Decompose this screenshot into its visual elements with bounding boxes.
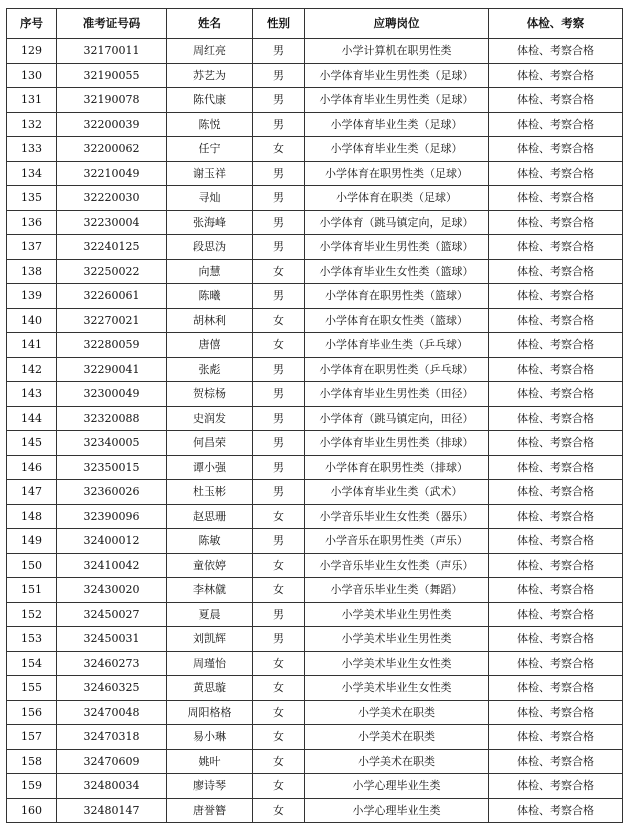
cell-gender: 男: [253, 88, 305, 113]
cell-position: 小学美术在职类: [305, 700, 489, 725]
cell-exam-number: 32470318: [57, 725, 167, 750]
cell-position: 小学体育在职男性类（排球）: [305, 455, 489, 480]
cell-serial: 135: [7, 186, 57, 211]
cell-position: 小学体育毕业生男性类（排球）: [305, 431, 489, 456]
cell-exam-number: 32170011: [57, 39, 167, 64]
cell-exam-number: 32200039: [57, 112, 167, 137]
cell-gender: 女: [253, 259, 305, 284]
cell-gender: 女: [253, 333, 305, 358]
cell-gender: 女: [253, 676, 305, 701]
cell-position: 小学计算机在职男性类: [305, 39, 489, 64]
cell-serial: 154: [7, 651, 57, 676]
cell-result: 体检、考察合格: [489, 210, 623, 235]
cell-result: 体检、考察合格: [489, 504, 623, 529]
cell-serial: 150: [7, 553, 57, 578]
cell-gender: 男: [253, 39, 305, 64]
cell-name: 李林僦: [167, 578, 253, 603]
table-row: [7, 39, 623, 64]
cell-exam-number: 32430020: [57, 578, 167, 603]
cell-gender: 男: [253, 455, 305, 480]
cell-gender: 女: [253, 137, 305, 162]
cell-gender: 男: [253, 235, 305, 260]
cell-exam-number: 32210049: [57, 161, 167, 186]
cell-name: 苏艺为: [167, 63, 253, 88]
cell-result: 体检、考察合格: [489, 553, 623, 578]
cell-exam-number: 32300049: [57, 382, 167, 407]
table-row: [7, 357, 623, 382]
header-name: 姓名: [167, 9, 253, 39]
cell-name: 陈代康: [167, 88, 253, 113]
cell-exam-number: 32320088: [57, 406, 167, 431]
cell-exam-number: 32480034: [57, 774, 167, 799]
table-row: [7, 749, 623, 774]
cell-result: 体检、考察合格: [489, 112, 623, 137]
header-result: 体检、考察: [489, 9, 623, 39]
cell-name: 张海峰: [167, 210, 253, 235]
header-position: 应聘岗位: [305, 9, 489, 39]
cell-result: 体检、考察合格: [489, 676, 623, 701]
cell-gender: 男: [253, 480, 305, 505]
cell-serial: 129: [7, 39, 57, 64]
cell-position: 小学体育毕业生男性类（田径）: [305, 382, 489, 407]
cell-name: 向慧: [167, 259, 253, 284]
cell-position: 小学音乐毕业生女性类（器乐）: [305, 504, 489, 529]
cell-position: 小学美术毕业生男性类: [305, 602, 489, 627]
cell-exam-number: 32480147: [57, 798, 167, 823]
table-row: [7, 455, 623, 480]
cell-name: 黄思璇: [167, 676, 253, 701]
cell-name: 唐誉簪: [167, 798, 253, 823]
cell-name: 谭小强: [167, 455, 253, 480]
cell-result: 体检、考察合格: [489, 431, 623, 456]
table-row: [7, 431, 623, 456]
cell-exam-number: 32280059: [57, 333, 167, 358]
table-row: [7, 284, 623, 309]
cell-name: 姚叶: [167, 749, 253, 774]
cell-name: 赵思珊: [167, 504, 253, 529]
cell-exam-number: 32350015: [57, 455, 167, 480]
cell-result: 体检、考察合格: [489, 602, 623, 627]
cell-result: 体检、考察合格: [489, 406, 623, 431]
cell-gender: 女: [253, 700, 305, 725]
cell-result: 体检、考察合格: [489, 235, 623, 260]
cell-name: 寻灿: [167, 186, 253, 211]
cell-position: 小学美术毕业生男性类: [305, 627, 489, 652]
cell-serial: 145: [7, 431, 57, 456]
table-header: [7, 9, 623, 39]
cell-serial: 142: [7, 357, 57, 382]
header-row: [7, 9, 623, 39]
cell-gender: 女: [253, 749, 305, 774]
cell-name: 童依婷: [167, 553, 253, 578]
cell-exam-number: 32390096: [57, 504, 167, 529]
cell-serial: 151: [7, 578, 57, 603]
cell-serial: 138: [7, 259, 57, 284]
table-row: [7, 88, 623, 113]
table-row: [7, 700, 623, 725]
cell-result: 体检、考察合格: [489, 88, 623, 113]
cell-result: 体检、考察合格: [489, 749, 623, 774]
cell-position: 小学体育毕业生男性类（足球）: [305, 63, 489, 88]
results-table: [6, 8, 623, 823]
cell-exam-number: 32470609: [57, 749, 167, 774]
cell-gender: 女: [253, 798, 305, 823]
cell-result: 体检、考察合格: [489, 480, 623, 505]
cell-result: 体检、考察合格: [489, 308, 623, 333]
cell-serial: 134: [7, 161, 57, 186]
table-row: [7, 333, 623, 358]
cell-position: 小学体育在职类（足球）: [305, 186, 489, 211]
cell-result: 体检、考察合格: [489, 725, 623, 750]
header-exam-number: 准考证号码: [57, 9, 167, 39]
cell-gender: 男: [253, 602, 305, 627]
cell-result: 体检、考察合格: [489, 63, 623, 88]
cell-exam-number: 32190078: [57, 88, 167, 113]
cell-exam-number: 32470048: [57, 700, 167, 725]
cell-gender: 女: [253, 725, 305, 750]
cell-position: 小学体育在职男性类（乒乓球）: [305, 357, 489, 382]
cell-name: 陈悦: [167, 112, 253, 137]
cell-position: 小学体育毕业生类（武术）: [305, 480, 489, 505]
cell-result: 体检、考察合格: [489, 259, 623, 284]
table-row: [7, 112, 623, 137]
cell-gender: 男: [253, 357, 305, 382]
cell-result: 体检、考察合格: [489, 578, 623, 603]
cell-position: 小学美术在职类: [305, 749, 489, 774]
cell-name: 唐僖: [167, 333, 253, 358]
table-row: [7, 308, 623, 333]
table-row: [7, 529, 623, 554]
cell-name: 胡林利: [167, 308, 253, 333]
table-row: [7, 186, 623, 211]
cell-result: 体检、考察合格: [489, 627, 623, 652]
table-row: [7, 161, 623, 186]
table-row: [7, 480, 623, 505]
cell-exam-number: 32290041: [57, 357, 167, 382]
cell-exam-number: 32340005: [57, 431, 167, 456]
cell-position: 小学音乐毕业生女性类（声乐）: [305, 553, 489, 578]
cell-serial: 143: [7, 382, 57, 407]
cell-gender: 女: [253, 651, 305, 676]
cell-position: 小学体育在职男性类（篮球）: [305, 284, 489, 309]
cell-name: 段思沩: [167, 235, 253, 260]
table-row: [7, 406, 623, 431]
cell-result: 体检、考察合格: [489, 382, 623, 407]
cell-serial: 152: [7, 602, 57, 627]
cell-serial: 157: [7, 725, 57, 750]
cell-serial: 159: [7, 774, 57, 799]
cell-position: 小学体育（跳马镇定向，足球）: [305, 210, 489, 235]
cell-exam-number: 32460325: [57, 676, 167, 701]
cell-result: 体检、考察合格: [489, 333, 623, 358]
cell-position: 小学体育毕业生男性类（篮球）: [305, 235, 489, 260]
cell-result: 体检、考察合格: [489, 651, 623, 676]
cell-position: 小学体育毕业生类（足球）: [305, 112, 489, 137]
header-serial: 序号: [7, 9, 57, 39]
cell-serial: 130: [7, 63, 57, 88]
table-row: [7, 651, 623, 676]
cell-serial: 158: [7, 749, 57, 774]
cell-position: 小学体育（跳马镇定向，田径）: [305, 406, 489, 431]
cell-name: 杜玉彬: [167, 480, 253, 505]
cell-result: 体检、考察合格: [489, 39, 623, 64]
table-row: [7, 676, 623, 701]
cell-result: 体检、考察合格: [489, 774, 623, 799]
cell-position: 小学美术毕业生女性类: [305, 676, 489, 701]
cell-serial: 149: [7, 529, 57, 554]
cell-serial: 139: [7, 284, 57, 309]
table-row: [7, 798, 623, 823]
cell-position: 小学体育毕业生类（乒乓球）: [305, 333, 489, 358]
cell-result: 体检、考察合格: [489, 529, 623, 554]
cell-exam-number: 32450027: [57, 602, 167, 627]
cell-result: 体检、考察合格: [489, 284, 623, 309]
cell-gender: 男: [253, 210, 305, 235]
cell-name: 廖诗琴: [167, 774, 253, 799]
cell-name: 张彪: [167, 357, 253, 382]
cell-name: 周红亮: [167, 39, 253, 64]
cell-serial: 136: [7, 210, 57, 235]
cell-position: 小学体育在职女性类（篮球）: [305, 308, 489, 333]
cell-gender: 男: [253, 161, 305, 186]
cell-result: 体检、考察合格: [489, 455, 623, 480]
cell-serial: 160: [7, 798, 57, 823]
table-row: [7, 578, 623, 603]
cell-name: 史润发: [167, 406, 253, 431]
cell-serial: 146: [7, 455, 57, 480]
cell-position: 小学心理毕业生类: [305, 798, 489, 823]
cell-name: 周瑾怡: [167, 651, 253, 676]
cell-serial: 141: [7, 333, 57, 358]
cell-serial: 144: [7, 406, 57, 431]
cell-exam-number: 32200062: [57, 137, 167, 162]
cell-gender: 男: [253, 63, 305, 88]
table-row: [7, 259, 623, 284]
cell-gender: 男: [253, 284, 305, 309]
cell-serial: 148: [7, 504, 57, 529]
cell-serial: 147: [7, 480, 57, 505]
table-body: [7, 39, 623, 823]
cell-gender: 女: [253, 504, 305, 529]
cell-serial: 140: [7, 308, 57, 333]
cell-name: 周阳格格: [167, 700, 253, 725]
table-row: [7, 210, 623, 235]
table-row: [7, 235, 623, 260]
cell-serial: 155: [7, 676, 57, 701]
cell-gender: 男: [253, 406, 305, 431]
cell-exam-number: 32400012: [57, 529, 167, 554]
cell-gender: 男: [253, 529, 305, 554]
cell-result: 体检、考察合格: [489, 798, 623, 823]
cell-gender: 男: [253, 382, 305, 407]
cell-exam-number: 32260061: [57, 284, 167, 309]
cell-result: 体检、考察合格: [489, 700, 623, 725]
table-row: [7, 774, 623, 799]
table-row: [7, 553, 623, 578]
cell-exam-number: 32250022: [57, 259, 167, 284]
cell-name: 谢玉祥: [167, 161, 253, 186]
cell-position: 小学心理毕业生类: [305, 774, 489, 799]
cell-exam-number: 32450031: [57, 627, 167, 652]
cell-result: 体检、考察合格: [489, 161, 623, 186]
cell-position: 小学体育毕业生类（足球）: [305, 137, 489, 162]
cell-gender: 男: [253, 431, 305, 456]
cell-gender: 女: [253, 774, 305, 799]
cell-serial: 156: [7, 700, 57, 725]
cell-exam-number: 32460273: [57, 651, 167, 676]
cell-name: 夏晨: [167, 602, 253, 627]
table-row: [7, 137, 623, 162]
cell-position: 小学音乐毕业生类（舞蹈）: [305, 578, 489, 603]
cell-serial: 131: [7, 88, 57, 113]
cell-exam-number: 32410042: [57, 553, 167, 578]
cell-position: 小学体育毕业生女性类（篮球）: [305, 259, 489, 284]
table-row: [7, 382, 623, 407]
cell-gender: 男: [253, 186, 305, 211]
cell-result: 体检、考察合格: [489, 186, 623, 211]
cell-name: 陈敏: [167, 529, 253, 554]
cell-result: 体检、考察合格: [489, 137, 623, 162]
cell-name: 陈曦: [167, 284, 253, 309]
cell-exam-number: 32270021: [57, 308, 167, 333]
cell-gender: 女: [253, 308, 305, 333]
cell-name: 易小琳: [167, 725, 253, 750]
cell-position: 小学音乐在职男性类（声乐）: [305, 529, 489, 554]
cell-serial: 132: [7, 112, 57, 137]
cell-position: 小学美术在职类: [305, 725, 489, 750]
cell-gender: 男: [253, 627, 305, 652]
cell-name: 刘凯辉: [167, 627, 253, 652]
header-gender: 性别: [253, 9, 305, 39]
cell-name: 任宁: [167, 137, 253, 162]
cell-serial: 133: [7, 137, 57, 162]
table-row: [7, 627, 623, 652]
cell-exam-number: 32360026: [57, 480, 167, 505]
cell-gender: 男: [253, 112, 305, 137]
table-row: [7, 63, 623, 88]
cell-exam-number: 32190055: [57, 63, 167, 88]
cell-gender: 女: [253, 578, 305, 603]
table-row: [7, 602, 623, 627]
table-row: [7, 504, 623, 529]
cell-position: 小学体育毕业生男性类（足球）: [305, 88, 489, 113]
cell-serial: 153: [7, 627, 57, 652]
cell-position: 小学体育在职男性类（足球）: [305, 161, 489, 186]
cell-exam-number: 32230004: [57, 210, 167, 235]
cell-position: 小学美术毕业生女性类: [305, 651, 489, 676]
cell-name: 贺棕杨: [167, 382, 253, 407]
cell-gender: 女: [253, 553, 305, 578]
cell-serial: 137: [7, 235, 57, 260]
cell-result: 体检、考察合格: [489, 357, 623, 382]
cell-name: 何昌荣: [167, 431, 253, 456]
cell-exam-number: 32220030: [57, 186, 167, 211]
table-row: [7, 725, 623, 750]
cell-exam-number: 32240125: [57, 235, 167, 260]
